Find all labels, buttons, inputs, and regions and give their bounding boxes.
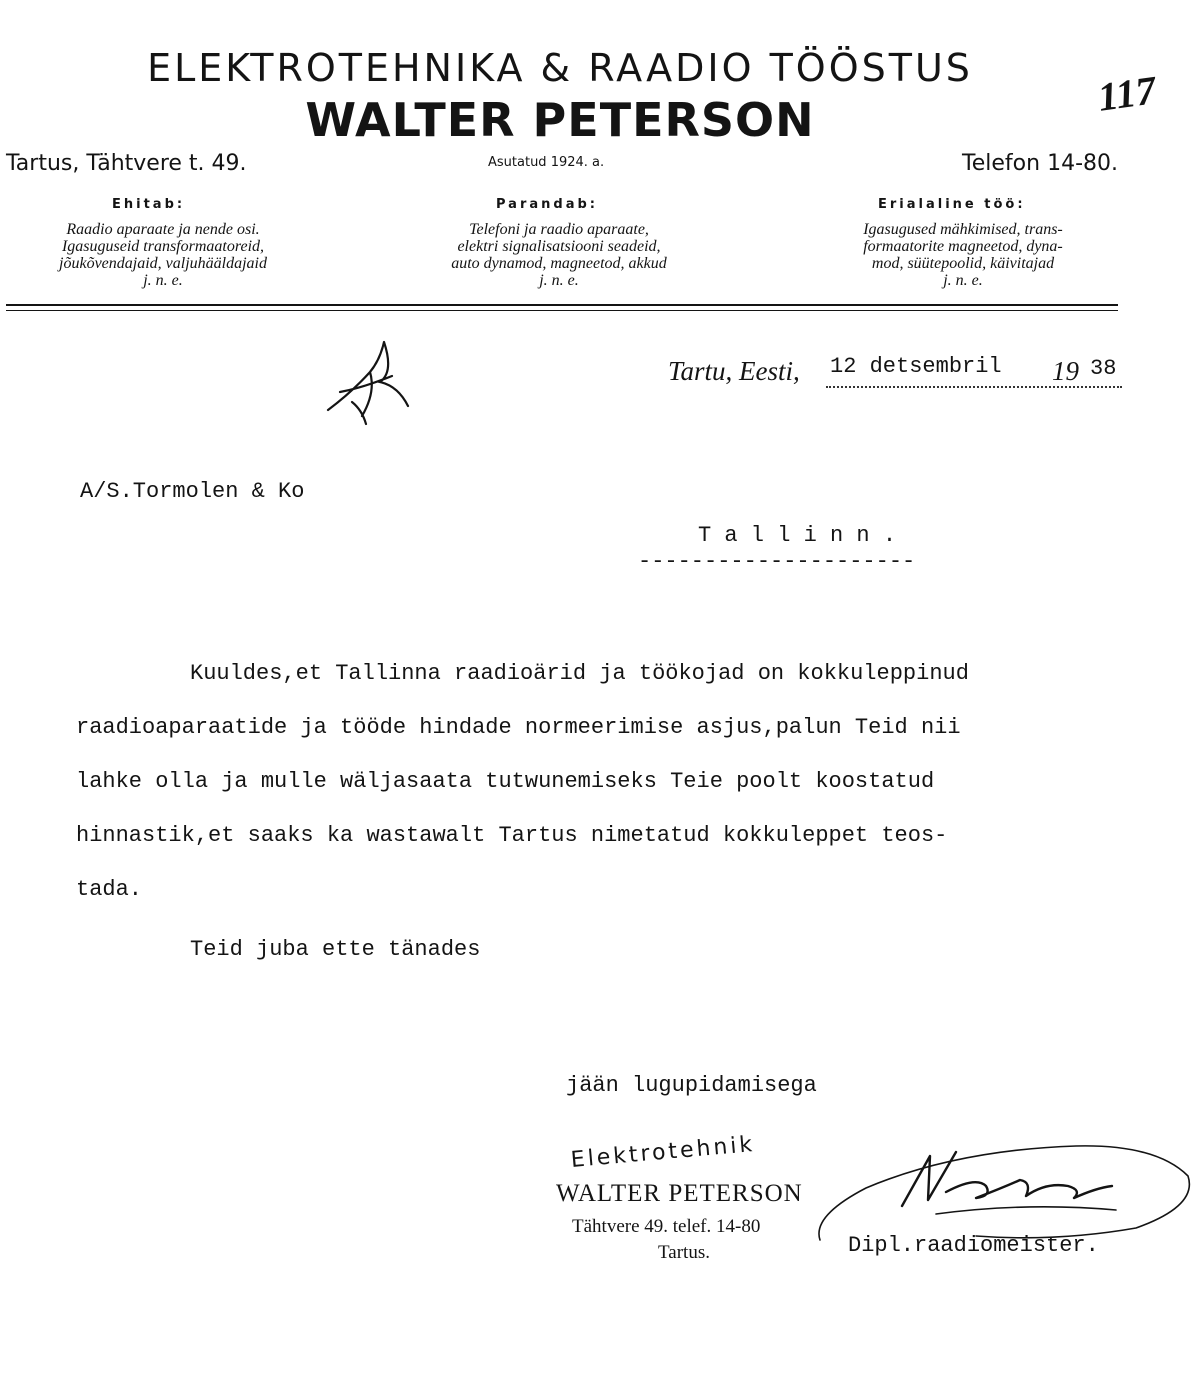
body-line: lahke olla ja mulle wäljasaata tutwunemiseks Teie poolt koostatud [76, 769, 935, 794]
column-repairs [414, 221, 704, 289]
date-year-prefix: 19 [1052, 356, 1079, 386]
letterhead-rule-thick [6, 304, 1118, 306]
column-line: Igasugused mähkimised, trans- [863, 221, 1063, 238]
column-builds [22, 221, 304, 289]
body-line: tada. [76, 877, 143, 902]
handwritten-initials-icon [322, 332, 414, 428]
letterhead-address: Tartus, Tähtvere t. 49. [6, 151, 247, 176]
letterhead-company-type: ELEKTROTEHNIKA & RAADIO TÖÖSTUS [147, 46, 973, 90]
letterhead-company-name: WALTER PETERSON [305, 93, 815, 147]
date-place: Tartu, Eesti, [668, 356, 800, 386]
date-year-suffix: 38 [1090, 356, 1117, 381]
body-line: hinnastik,et saaks ka wastawalt Tartus nimetatud kokkuleppet teos- [76, 823, 948, 848]
letter-thanks: Teid juba ette tänades [190, 937, 481, 962]
stamp-address: Tähtvere 49. telef. 14-80 [572, 1216, 761, 1237]
handwritten-number: 117 [1095, 67, 1159, 120]
recipient-name: A/S.Tormolen & Ko [80, 479, 305, 504]
column-line: auto dynamod, magneetod, akkud [451, 255, 667, 272]
stamp-city: Tartus. [658, 1242, 710, 1263]
body-line: Kuuldes,et Tallinna raadioärid ja töökojad on kokkuleppinud [190, 661, 969, 686]
body-line: raadioaparaatide ja tööde hindade normeerimise asjus,palun Teid nii [76, 715, 961, 740]
column-line: elektri signalisatsiooni seadeid, [457, 238, 661, 255]
recipient-city-underline: --------------------- [638, 549, 916, 574]
column-line: Igasuguseid transformaatoreid, [61, 238, 265, 255]
letterhead-rule-thin [6, 310, 1118, 311]
column-line: j. n. e. [143, 272, 183, 289]
letterhead-phone: Telefon 14-80. [962, 151, 1118, 176]
column-line: j. n. e. [539, 272, 579, 289]
date-dotted-line [826, 386, 1122, 388]
signer-title: Dipl.raadiomeister. [848, 1233, 1099, 1258]
column-line: Telefoni ja raadio aparaate, [469, 221, 649, 238]
column-line: formaatorite magneetod, dyna- [863, 238, 1063, 255]
recipient-city: T a l l i n n . [698, 523, 897, 548]
letter-body [76, 660, 1096, 930]
date-day: 12 detsembril [830, 354, 1002, 379]
letterhead-founded: Asutatud 1924. a. [488, 155, 605, 170]
column-line: mod, süütepoolid, käivitajad [871, 255, 1055, 272]
column-title-repairs: Parandab: [496, 197, 598, 212]
letter-closing: jään lugupidamisega [566, 1073, 817, 1098]
stamp-name: WALTER PETERSON [556, 1180, 803, 1207]
column-line: Raadio aparaate ja nende osi. [66, 221, 260, 238]
column-line: j. n. e. [943, 272, 983, 289]
stamp-title: Elektrotehnik [569, 1131, 757, 1173]
column-title-specialty: Erialaline töö: [878, 197, 1026, 212]
column-specialty [822, 221, 1104, 289]
column-line: jõukõvendajaid, valjuhääldajaid [59, 255, 267, 272]
column-title-builds: Ehitab: [112, 197, 186, 212]
